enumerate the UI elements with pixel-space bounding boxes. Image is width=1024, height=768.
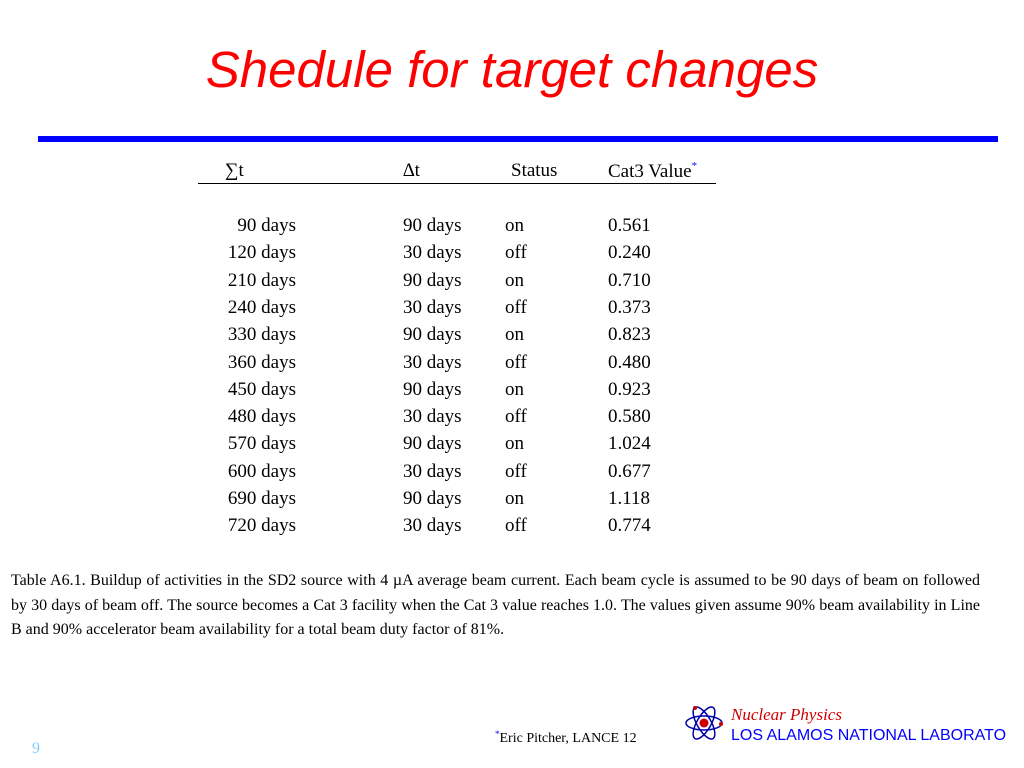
atom-icon xyxy=(684,703,724,743)
cell-status: off xyxy=(505,296,527,318)
credit-text: Eric Pitcher, LANCE 12 xyxy=(499,731,637,746)
cell-delta-time: 30 days xyxy=(403,460,462,482)
cell-cumulative-time: 240 days xyxy=(227,296,296,318)
cell-status: off xyxy=(505,406,527,428)
table-caption: Table A6.1. Buildup of activities in the SD2 source with 4 µA average beam current. Each beam cycle is assumed to be 90 days of beam on followed by 30 days of beam off. The source becomes a Cat 3 facility when the Cat 3 value reaches 1.0. The values given assume 90% beam availability in Line B and 90% accelerator beam availability for a total beam duty factor of 81%. xyxy=(11,572,980,638)
cell-cat3-value: 0.923 xyxy=(608,378,651,400)
cell-delta-time: 30 days xyxy=(403,351,462,373)
cell-cumulative-time: 210 days xyxy=(227,269,296,291)
cell-cumulative-time: 360 days xyxy=(227,351,296,373)
slide-title: Shedule for target changes xyxy=(205,41,819,98)
cell-cat3-value: 0.580 xyxy=(608,406,651,428)
cell-status: off xyxy=(505,351,527,373)
cell-cumulative-time: 600 days xyxy=(227,460,296,482)
table-row xyxy=(0,215,1024,242)
cell-cat3-value: 0.561 xyxy=(608,215,651,236)
credit-note xyxy=(495,729,637,747)
cell-cumulative-time: 330 days xyxy=(227,324,296,346)
org-division: Nuclear Physics xyxy=(731,705,842,724)
cell-status: on xyxy=(505,324,524,346)
table-row xyxy=(0,379,1024,406)
cell-cumulative-time: 720 days xyxy=(227,515,296,537)
cell-status: on xyxy=(505,378,524,400)
cell-cat3-value: 0.710 xyxy=(608,269,651,291)
cell-delta-time: 90 days xyxy=(403,324,462,346)
cell-cat3-value: 0.480 xyxy=(608,351,651,373)
org-name: LOS ALAMOS NATIONAL LABORATO xyxy=(731,727,1007,744)
header-underline xyxy=(198,183,716,184)
cell-cumulative-time: 690 days xyxy=(227,488,296,509)
cell-status: off xyxy=(505,515,527,537)
cell-status: on xyxy=(505,433,524,455)
cell-delta-time: 90 days xyxy=(403,269,462,291)
page-number: 9 xyxy=(32,740,40,757)
cell-cumulative-time: 120 days xyxy=(227,242,296,264)
cell-cat3-value: 0.774 xyxy=(608,515,651,537)
cell-status: on xyxy=(505,215,524,236)
cell-delta-time: 30 days xyxy=(403,242,462,264)
cell-delta-time: 30 days xyxy=(403,515,462,537)
cell-cumulative-time: 480 days xyxy=(227,406,296,428)
cell-cat3-value: 0.677 xyxy=(608,460,651,482)
header-sum-t: ∑t xyxy=(225,160,244,181)
cell-cumulative-time: 570 days xyxy=(227,433,296,455)
cell-status: off xyxy=(505,242,527,264)
cell-delta-time: 30 days xyxy=(403,406,462,428)
table-row xyxy=(0,324,1024,351)
table-row xyxy=(0,433,1024,460)
cell-cat3-value: 0.373 xyxy=(608,296,651,318)
cell-cat3-value: 0.823 xyxy=(608,324,651,346)
cell-delta-time: 90 days xyxy=(403,488,462,509)
footnote-marker: * xyxy=(691,160,698,172)
cell-delta-time: 90 days xyxy=(403,433,462,455)
table-row xyxy=(0,297,1024,324)
table-row xyxy=(0,461,1024,488)
header-cat3-value xyxy=(608,160,697,183)
table-row xyxy=(0,515,1024,542)
cell-cat3-value: 1.024 xyxy=(608,433,651,455)
cell-cumulative-time: 90 days xyxy=(237,215,296,236)
cell-status: on xyxy=(505,269,524,291)
cell-delta-time: 90 days xyxy=(403,378,462,400)
cell-cumulative-time: 450 days xyxy=(227,378,296,400)
table-row xyxy=(0,488,1024,515)
header-status: Status xyxy=(511,160,558,181)
title-divider xyxy=(38,136,998,142)
credit-marker: * xyxy=(495,729,500,739)
table-row xyxy=(0,270,1024,297)
cell-cat3-value: 1.118 xyxy=(608,488,651,509)
header-delta-t: ∆t xyxy=(403,160,420,181)
cell-status: off xyxy=(505,460,527,482)
table-row xyxy=(0,352,1024,379)
cell-delta-time: 90 days xyxy=(403,215,462,236)
cell-status: on xyxy=(505,488,524,509)
header-cat3-value-label: Cat3 Value xyxy=(608,161,692,182)
cell-delta-time: 30 days xyxy=(403,296,462,318)
table-row xyxy=(0,406,1024,433)
cell-cat3-value: 0.240 xyxy=(608,242,651,264)
table-row xyxy=(0,242,1024,269)
